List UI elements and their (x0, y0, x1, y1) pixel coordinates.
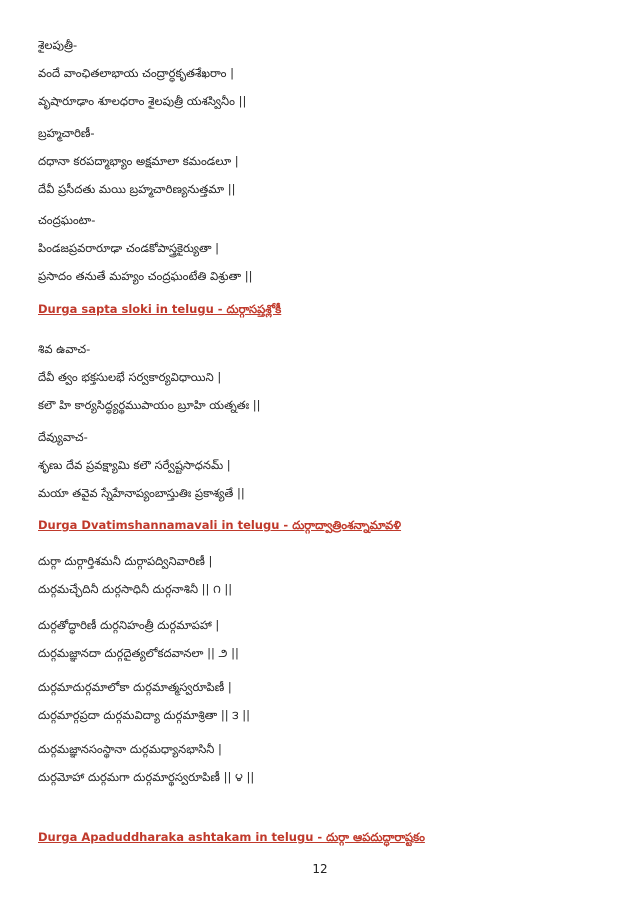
verse-line: దుర్గమజ్ఞానదా దుర్గదైత్యలోకదవానలా || ౨ || (38, 646, 239, 660)
verse-line: దుర్గతోద్ధారిణీ దుర్గనిహంత్రీ దుర్గమాపహా | (38, 618, 220, 632)
page-number: 12 (312, 862, 328, 876)
names-verse-4 (38, 742, 598, 798)
section-heading-link[interactable]: Durga sapta sloki in telugu - దుర్గాసప్తశ్లోకీ (38, 302, 282, 316)
verse-line: ప్రసాదం తనుతే మహ్యం చంద్రఘంటేతి విశ్రుతా || (38, 269, 253, 283)
heading-apaduddharaka[interactable] (38, 830, 598, 845)
verse-brahmacharini (38, 126, 598, 210)
verse-line: చంద్రఘంటా- (38, 213, 96, 227)
verse-line: వందే వాంఛితలాభాయ చంద్రార్ధకృతశేఖరాం | (38, 66, 235, 80)
names-verse-1 (38, 554, 598, 610)
verse-line: దధానా కరపద్మాభ్యాం అక్షమాలా కమండలూ | (38, 154, 239, 168)
verse-line: శివ ఉవాచ- (38, 342, 91, 356)
verse-chandraghanta (38, 213, 598, 297)
section-heading-link[interactable]: Durga Apaduddharaka ashtakam in telugu - దుర్గా ఆపదుద్ధారాష్టకం (38, 830, 425, 844)
verse-line: మయా తవైవ స్నేహేనాప్యంబాస్తుతిః ప్రకాశ్యతే || (38, 486, 245, 500)
verse-line: దుర్గమచ్ఛేదినీ దుర్గసాధినీ దుర్గనాశినీ || ౧ || (38, 582, 233, 596)
names-verse-3 (38, 680, 598, 736)
verse-line: దేవీ త్వం భక్తసులభే సర్వకార్యవిధాయిని | (38, 370, 222, 384)
verse-line: వృషారూఢాం శూలధరాం శైలపుత్రీ యశస్వినీం || (38, 94, 247, 108)
verse-line: శైలపుత్రీ- (38, 38, 78, 52)
verse-line: బ్రహ్మచారిణీ- (38, 126, 95, 140)
verse-line: పిండజప్రవరారూఢా చండకోపాస్త్రకైర్యుతా | (38, 241, 220, 255)
section-heading-link[interactable]: Durga Dvatimshannamavali in telugu - దుర్గాద్వాత్రింశన్నామావళి (38, 518, 402, 532)
verse-shiva-uvacha (38, 342, 598, 426)
verse-line: దుర్గమోహా దుర్గమగా దుర్గమార్థస్వరూపిణీ || ౪ || (38, 770, 255, 784)
verse-line: దేవ్యువాచ- (38, 430, 88, 444)
verse-line: దేవీ ప్రసీదతు మయి బ్రహ్మచారిణ్యనుత్తమా || (38, 182, 236, 196)
verse-line: కలౌ హి కార్యసిద్ధ్యర్థముపాయం బ్రూహి యత్నతః || (38, 398, 261, 412)
verse-devyuvacha (38, 430, 598, 514)
heading-dvatrimshannamavali[interactable] (38, 518, 598, 533)
verse-line: దుర్గమజ్ఞానసంస్థానా దుర్గమధ్యానభాసినీ | (38, 742, 222, 756)
verse-line: దుర్గమాదుర్గమాలోకా దుర్గమాత్మస్వరూపిణీ | (38, 680, 232, 694)
verse-line: శృణు దేవ ప్రవక్ష్యామి కలౌ సర్వేష్టసాధనమ్ | (38, 458, 231, 472)
heading-sapta-sloki[interactable] (38, 302, 598, 317)
verse-line: దుర్గమార్గప్రదా దుర్గమవిద్యా దుర్గమాశ్రితా || ౩ || (38, 708, 250, 722)
verse-line: దుర్గా దుర్గార్తిశమనీ దుర్గాపద్వినివారిణీ | (38, 554, 213, 568)
names-verse-2 (38, 618, 598, 674)
verse-shailaputri (38, 38, 598, 122)
